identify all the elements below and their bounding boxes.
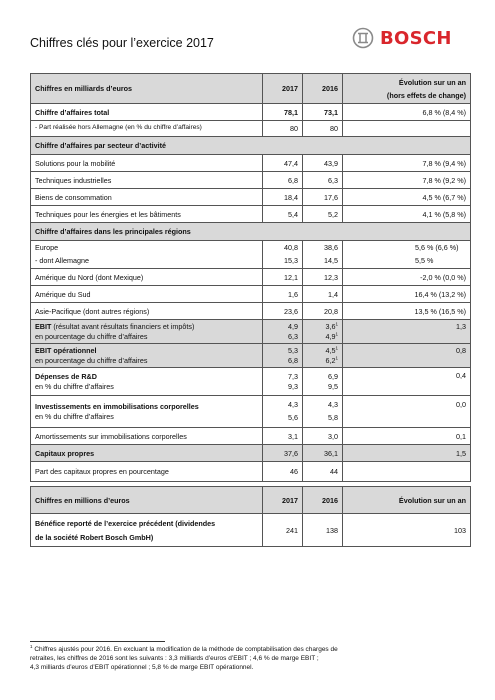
row-label: Part des capitaux propres en pourcentage (31, 462, 263, 482)
footnote-line2: retraites, les chiffres de 2016 sont les suivants : 3,3 milliards d’euros d’EBIT ; 4,6 % de marge EBIT ; (30, 654, 319, 662)
row-label-line1: EBIT opérationnel (35, 345, 97, 355)
value-text: 4,9 (325, 331, 336, 341)
header-evolution (343, 74, 471, 104)
value-2016 (303, 320, 343, 344)
footnote-line1 (30, 643, 470, 655)
footnote (30, 643, 470, 672)
table-row (31, 428, 471, 445)
value-line1 (307, 322, 338, 332)
value-evolution: 0,8 (343, 344, 471, 368)
value-evolution: 0,1 (343, 428, 471, 445)
value-evolution: 1,5 (343, 445, 471, 462)
row-label-line1: Europe (35, 243, 59, 252)
value-2016: 36,1 (303, 445, 343, 462)
value-line1: 6,9 (328, 371, 338, 381)
value-line1 (307, 346, 338, 356)
value-line2 (307, 332, 338, 342)
row-label (31, 514, 263, 547)
value-evolution (343, 462, 471, 482)
value-2016: 44 (303, 462, 343, 482)
bosch-armature-icon (352, 27, 374, 49)
footnote-marker: 1 (335, 345, 338, 351)
value-line2 (307, 356, 338, 366)
footnote-divider (30, 641, 165, 642)
value-2017: 1,6 (263, 286, 303, 303)
value-2016: 20,8 (303, 303, 343, 320)
row-label-line2: en pourcentage du chiffre d’affaires (35, 331, 148, 341)
table-row (31, 155, 471, 172)
section-title: Chiffre d’affaires dans les principales régions (31, 223, 471, 241)
value-evolution: 1,3 (343, 320, 471, 344)
value-2016: 6,3 (303, 172, 343, 189)
value-2016 (303, 344, 343, 368)
value-line2: 15,3 (284, 256, 298, 265)
footnote-marker: 1 (335, 321, 338, 327)
value-2017: 80 (263, 121, 303, 137)
table-row (31, 206, 471, 223)
row-label: Asie-Pacifique (dont autres régions) (31, 303, 263, 320)
value-evolution: 4,5 % (6,7 %) (343, 189, 471, 206)
section-title: Chiffre d’affaires par secteur d’activité (31, 137, 471, 155)
value-2017: 23,6 (263, 303, 303, 320)
value-line2: 6,3 (288, 331, 298, 341)
table-row (31, 445, 471, 462)
row-label: Amérique du Nord (dont Mexique) (31, 269, 263, 286)
row-label: - Part réalisée hors Allemagne (en % du chiffre d’affaires) (31, 121, 263, 137)
value-2017 (263, 396, 303, 428)
value-line1: 7,3 (288, 371, 298, 381)
row-label-line2: en % du chiffre d’affaires (35, 411, 114, 421)
row-label: Capitaux propres (31, 445, 263, 462)
footnote-text: Chiffres ajustés pour 2016. En excluant la modification de la méthode de comptabilisation des charges de (32, 646, 338, 653)
value-line2: 5,8 (328, 413, 338, 422)
brand-name: BOSCH (380, 27, 452, 49)
row-label: Techniques pour les énergies et les bâtiments (31, 206, 263, 223)
table-row (31, 241, 471, 269)
bosch-logo (352, 27, 452, 49)
table-row (31, 462, 471, 482)
value-2017: 6,8 (263, 172, 303, 189)
footnote-marker: 1 (335, 355, 338, 361)
value-line1: 5,3 (288, 345, 298, 355)
table-row (31, 344, 471, 368)
header-label: Chiffres en milliards d’euros (31, 74, 263, 104)
row-label: Solutions pour la mobilité (31, 155, 263, 172)
table-row (31, 172, 471, 189)
table-header (31, 74, 471, 104)
value-line1: 4,3 (288, 400, 298, 409)
table-row (31, 121, 471, 137)
header-evolution: Évolution sur un an (343, 487, 471, 514)
value-evolution: 103 (343, 514, 471, 547)
value-2016: 17,6 (303, 189, 343, 206)
million-figures-table (30, 486, 471, 547)
row-label: Amortissements sur immobilisations corporelles (31, 428, 263, 445)
header-2016: 2016 (303, 487, 343, 514)
row-label: Biens de consommation (31, 189, 263, 206)
row-label: Amérique du Sud (31, 286, 263, 303)
section-row (31, 137, 471, 155)
value-evolution: 4,1 % (5,8 %) (343, 206, 471, 223)
footnote-marker: 1 (335, 331, 338, 337)
value-2016: 80 (303, 121, 343, 137)
value-line2: 9,5 (328, 381, 338, 391)
value-2017: 47,4 (263, 155, 303, 172)
value-2016 (303, 396, 343, 428)
table-row (31, 303, 471, 320)
value-evolution (343, 241, 471, 269)
value-2017: 78,1 (263, 104, 303, 121)
table-row (31, 104, 471, 121)
value-line2: 5,5 % (415, 256, 434, 265)
header-2017: 2017 (263, 74, 303, 104)
row-label-line1 (35, 322, 258, 332)
value-line2: 6,8 (288, 355, 298, 365)
value-text: 6,2 (325, 355, 336, 365)
value-2016 (303, 241, 343, 269)
value-evolution: 0,4 (343, 368, 471, 396)
value-2017: 241 (263, 514, 303, 547)
row-label-line2: en % du chiffre d’affaires (35, 381, 114, 391)
value-line1: 40,8 (284, 243, 298, 252)
value-2017: 37,6 (263, 445, 303, 462)
value-line2: 14,5 (324, 256, 338, 265)
value-line2: 5,6 (288, 413, 298, 422)
value-line1: 4,3 (328, 400, 338, 409)
value-2016 (303, 368, 343, 396)
key-figures-table (30, 73, 471, 482)
header-label: Chiffres en millions d’euros (31, 487, 263, 514)
row-label (31, 368, 263, 396)
value-text: 4,5 (325, 345, 336, 355)
row-label: Techniques industrielles (31, 172, 263, 189)
value-2016: 138 (303, 514, 343, 547)
value-2017 (263, 320, 303, 344)
value-2016: 1,4 (303, 286, 343, 303)
row-label-line2: en pourcentage du chiffre d’affaires (35, 355, 148, 365)
value-2016: 73,1 (303, 104, 343, 121)
value-line1: 38,6 (324, 243, 338, 252)
value-2016: 5,2 (303, 206, 343, 223)
value-2017: 46 (263, 462, 303, 482)
section-row (31, 223, 471, 241)
page-title: Chiffres clés pour l’exercice 2017 (30, 36, 214, 50)
value-evolution: -2,0 % (0,0 %) (343, 269, 471, 286)
table-header (31, 487, 471, 514)
table-row (31, 514, 471, 547)
value-2017: 12,1 (263, 269, 303, 286)
value-evolution: 6,8 % (8,4 %) (343, 104, 471, 121)
row-label-line2: - dont Allemagne (35, 256, 89, 265)
value-2017 (263, 368, 303, 396)
row-label (31, 320, 263, 344)
value-2016: 12,3 (303, 269, 343, 286)
row-label (31, 396, 263, 428)
header-evolution-line1: Évolution sur un an (398, 77, 466, 87)
table-row (31, 269, 471, 286)
footnote-line3: 4,3 milliards d’euros d’EBIT opérationnel ; 5,8 % de marge EBIT opérationnel. (30, 663, 254, 671)
value-line1: 5,6 % (6,6 %) (415, 243, 459, 252)
row-label-line2: de la société Robert Bosch GmbH) (35, 532, 154, 542)
value-evolution: 7,8 % (9,2 %) (343, 172, 471, 189)
value-text: 3,6 (325, 321, 336, 331)
value-2017: 3,1 (263, 428, 303, 445)
header-2017: 2017 (263, 487, 303, 514)
row-label: Chiffre d’affaires total (31, 104, 263, 121)
ebit-label-rest: (résultat avant résultats financiers et impôts) (51, 321, 195, 331)
value-2016: 3,0 (303, 428, 343, 445)
ebit-label: EBIT (35, 321, 52, 331)
row-label (31, 241, 263, 269)
value-evolution (343, 121, 471, 137)
value-line1: 4,9 (288, 321, 298, 331)
table-row (31, 396, 471, 428)
value-evolution: 13,5 % (16,5 %) (343, 303, 471, 320)
header-evolution-line2: (hors effets de change) (386, 90, 466, 100)
row-label-line1: Bénéfice reporté de l’exercice précédent (dividendes (35, 518, 216, 528)
value-2017: 18,4 (263, 189, 303, 206)
value-evolution: 0,0 (343, 396, 471, 428)
row-label-line1: Investissements en immobilisations corporelles (35, 401, 199, 411)
table-row (31, 320, 471, 344)
footnote-marker: 1 (30, 643, 33, 649)
value-line2: 9,3 (288, 381, 298, 391)
value-2017: 5,4 (263, 206, 303, 223)
value-evolution: 16,4 % (13,2 %) (343, 286, 471, 303)
table-row (31, 368, 471, 396)
value-2017 (263, 344, 303, 368)
header-2016: 2016 (303, 74, 343, 104)
row-label-line1: Dépenses de R&D (35, 371, 97, 381)
value-2017 (263, 241, 303, 269)
table-row (31, 189, 471, 206)
value-evolution: 7,8 % (9,4 %) (343, 155, 471, 172)
row-label (31, 344, 263, 368)
value-2016: 43,9 (303, 155, 343, 172)
table-row (31, 286, 471, 303)
